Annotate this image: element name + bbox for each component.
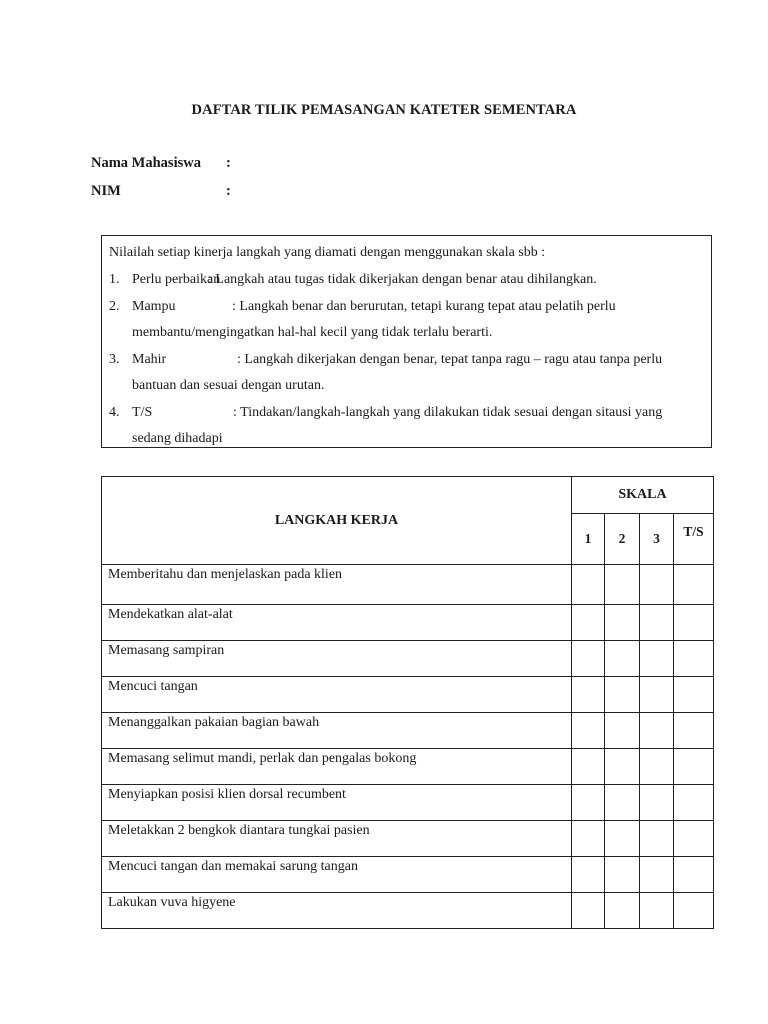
table-row (102, 641, 714, 677)
scale-item-description: : Langkah dikerjakan dengan benar, tepat tanpa ragu – ragu atau tanpa perlu (237, 352, 663, 367)
score-cell-1[interactable] (572, 641, 605, 677)
score-cell-ts[interactable] (674, 857, 714, 893)
document-title: DAFTAR TILIK PEMASANGAN KATETER SEMENTARA (191, 102, 577, 118)
score-cell-2[interactable] (605, 641, 640, 677)
score-cell-3[interactable] (640, 641, 674, 677)
score-cell-1[interactable] (572, 749, 605, 785)
step-label: Mencuci tangan dan memakai sarung tangan (102, 857, 572, 893)
scale-item-number: 1. (109, 272, 120, 287)
scale-item-description: : Tindakan/langkah-langkah yang dilakukan tidak sesuai dengan sitausi yang (233, 405, 663, 420)
checklist-body (102, 565, 714, 929)
nim-label: NIM (91, 183, 121, 199)
scale-item-key: Mahir (132, 352, 167, 367)
header-scale-3: 3 (640, 514, 674, 565)
score-cell-3[interactable] (640, 821, 674, 857)
step-label: Memasang sampiran (102, 641, 572, 677)
checklist-table (101, 476, 714, 929)
score-cell-ts[interactable] (674, 641, 714, 677)
header-skala: SKALA (572, 477, 714, 514)
score-cell-ts[interactable] (674, 893, 714, 929)
student-name-label: Nama Mahasiswa (91, 155, 201, 171)
score-cell-3[interactable] (640, 893, 674, 929)
score-cell-ts[interactable] (674, 749, 714, 785)
scale-item-continuation: sedang dihadapi (132, 431, 223, 446)
step-label: Memasang selimut mandi, perlak dan pengalas bokong (102, 749, 572, 785)
score-cell-2[interactable] (605, 749, 640, 785)
score-cell-ts[interactable] (674, 677, 714, 713)
score-cell-3[interactable] (640, 785, 674, 821)
score-cell-3[interactable] (640, 605, 674, 641)
table-row (102, 821, 714, 857)
table-row (102, 565, 714, 605)
step-label: Mendekatkan alat-alat (102, 605, 572, 641)
scale-item-number: 3. (109, 352, 120, 367)
score-cell-1[interactable] (572, 565, 605, 605)
student-name-colon: : (226, 155, 231, 171)
scale-intro: Nilailah setiap kinerja langkah yang diamati dengan menggunakan skala sbb : (109, 245, 546, 260)
step-label: Lakukan vuva higyene (102, 893, 572, 929)
step-label: Memberitahu dan menjelaskan pada klien (102, 565, 572, 605)
student-name-field (91, 155, 231, 172)
score-cell-2[interactable] (605, 713, 640, 749)
score-cell-3[interactable] (640, 857, 674, 893)
score-cell-ts[interactable] (674, 821, 714, 857)
score-cell-1[interactable] (572, 893, 605, 929)
table-row (102, 749, 714, 785)
score-cell-2[interactable] (605, 893, 640, 929)
score-cell-1[interactable] (572, 821, 605, 857)
score-cell-2[interactable] (605, 785, 640, 821)
scale-item-number: 2. (109, 299, 120, 314)
step-label: Meletakkan 2 bengkok diantara tungkai pasien (102, 821, 572, 857)
score-cell-2[interactable] (605, 857, 640, 893)
score-cell-ts[interactable] (674, 605, 714, 641)
scale-item-description: : Langkah benar dan berurutan, tetapi kurang tepat atau pelatih perlu (232, 299, 616, 314)
score-cell-1[interactable] (572, 713, 605, 749)
nim-field (91, 183, 231, 200)
score-cell-1[interactable] (572, 605, 605, 641)
step-label: Menyiapkan posisi klien dorsal recumbent (102, 785, 572, 821)
score-cell-ts[interactable] (674, 565, 714, 605)
score-cell-2[interactable] (605, 605, 640, 641)
scale-item-key: T/S (132, 405, 153, 420)
score-cell-1[interactable] (572, 677, 605, 713)
header-scale-1: 1 (572, 514, 605, 565)
score-cell-ts[interactable] (674, 713, 714, 749)
scale-item-continuation: bantuan dan sesuai dengan urutan. (132, 378, 325, 393)
table-row (102, 857, 714, 893)
score-cell-3[interactable] (640, 749, 674, 785)
scale-item-key: Perlu perbaikan (132, 272, 221, 287)
score-cell-3[interactable] (640, 565, 674, 605)
step-label: Mencuci tangan (102, 677, 572, 713)
score-cell-2[interactable] (605, 565, 640, 605)
header-langkah-kerja: LANGKAH KERJA (102, 477, 572, 565)
scale-item-description: : Langkah atau tugas tidak dikerjakan dengan benar atau dihilangkan. (208, 272, 597, 287)
score-cell-1[interactable] (572, 857, 605, 893)
score-cell-3[interactable] (640, 677, 674, 713)
table-row (102, 605, 714, 641)
score-cell-1[interactable] (572, 785, 605, 821)
table-row (102, 677, 714, 713)
header-scale-ts: T/S (674, 514, 714, 565)
header-scale-2: 2 (605, 514, 640, 565)
score-cell-ts[interactable] (674, 785, 714, 821)
scale-item-key: Mampu (132, 299, 176, 314)
score-cell-2[interactable] (605, 677, 640, 713)
scale-item-number: 4. (109, 405, 120, 420)
table-row (102, 785, 714, 821)
table-row (102, 713, 714, 749)
score-cell-2[interactable] (605, 821, 640, 857)
scale-legend-box (101, 235, 712, 448)
score-cell-3[interactable] (640, 713, 674, 749)
step-label: Menanggalkan pakaian bagian bawah (102, 713, 572, 749)
nim-colon: : (226, 183, 231, 199)
scale-item-continuation: membantu/mengingatkan hal-hal kecil yang tidak terlalu berarti. (132, 325, 493, 340)
table-row (102, 893, 714, 929)
